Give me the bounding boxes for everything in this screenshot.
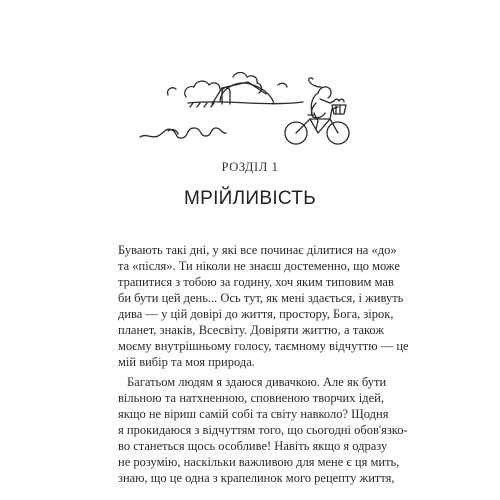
text-line: дива — у цій довірі до життя, простору, Бога, зірок, bbox=[118, 307, 394, 321]
text-line: во станеться щось особливе! Навіть якщо я одразу bbox=[118, 439, 388, 453]
text-line: би бути цей день... Ось тут, як мені здається, і живуть bbox=[118, 291, 404, 305]
text-line: вільною та натхненною, сповненою творчих ідей, bbox=[118, 391, 384, 405]
text-line: моєму внутрішньому голосу, таємному відчуттю — це bbox=[118, 339, 409, 353]
paragraph bbox=[118, 374, 408, 486]
chapter-body bbox=[118, 242, 409, 486]
text-line: мій вибір та моя природа. bbox=[118, 355, 255, 369]
text-line: знаю, що це одна з крапелинок мого рецепту життя, bbox=[118, 471, 395, 485]
text-line: якщо не віриш самій собі та світу навколо? Щодня bbox=[118, 407, 389, 421]
paragraph bbox=[118, 242, 409, 370]
text-line: Бувають такі дні, у які все починає ділитися на «до» bbox=[118, 243, 397, 257]
girl-on-bicycle-with-house-and-clouds-icon bbox=[128, 55, 378, 165]
text-line: я прокидаюся з відчуттям того, що сьогодні обов'язко- bbox=[118, 423, 408, 437]
text-line: трапитися з тобою за годину, хоч яким типовим мав bbox=[118, 275, 394, 289]
text-line: планет, знаків, Всесвіту. Довіряти життю, а також bbox=[118, 323, 384, 337]
text-line: Багатьом людям я здаюся дивачкою. Але як бути bbox=[127, 375, 387, 389]
chapter-number: РОЗДІЛ 1 bbox=[221, 160, 279, 174]
chapter-title: МРІЙЛИВІСТЬ bbox=[184, 188, 316, 209]
text-line: та «після». Ти ніколи не знаєш достеменно, що може bbox=[118, 259, 400, 273]
text-line: не розумію, наскільки важливою для мене є ця мить, bbox=[118, 455, 400, 469]
chapter-illustration bbox=[128, 55, 378, 165]
